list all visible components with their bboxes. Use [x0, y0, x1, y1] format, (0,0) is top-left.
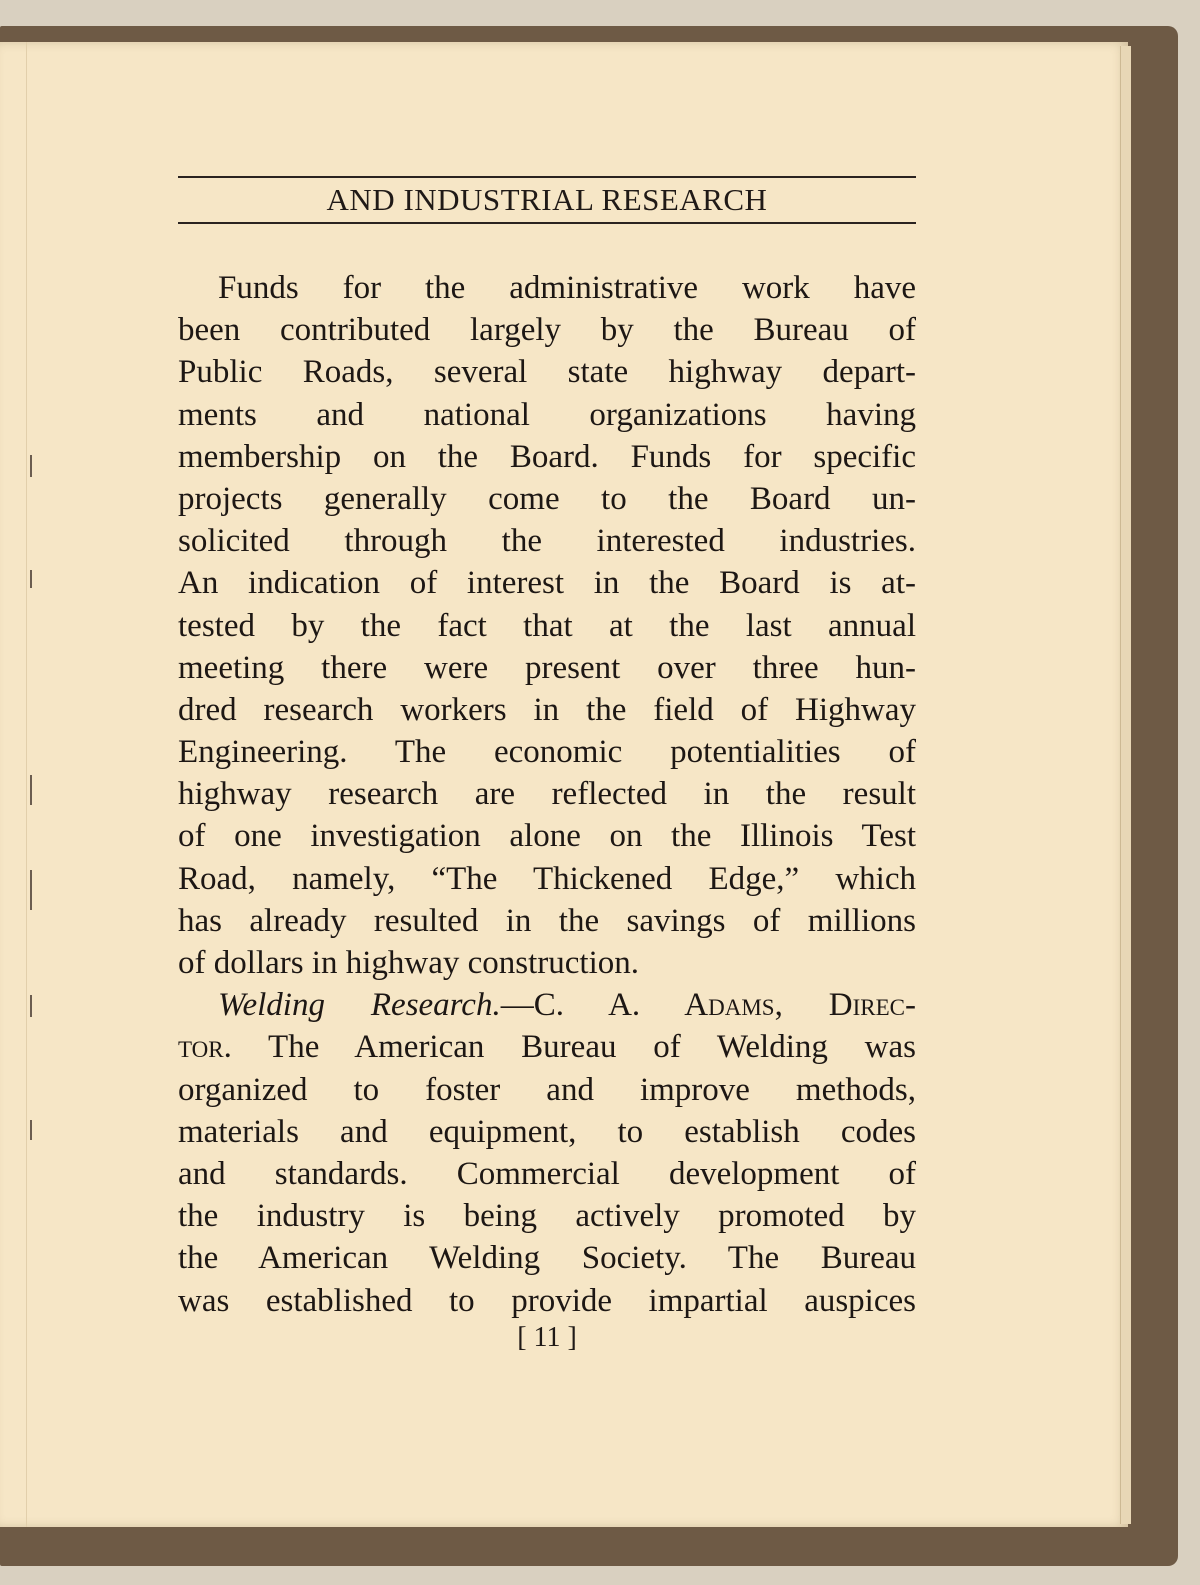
text-line: the American Welding Society. The Bureau: [178, 1240, 916, 1277]
text-line: An indication of interest in the Board is at-: [178, 565, 916, 602]
text-line: of one investigation alone on the Illinois Test: [178, 818, 916, 855]
text-line: was established to provide impartial auspices: [178, 1282, 916, 1319]
margin-mark: [30, 775, 32, 805]
text-line: Funds for the administrative work have: [218, 270, 916, 306]
text-line: meeting there were present over three hun-: [178, 649, 916, 686]
section-heading: Welding Research.: [218, 987, 501, 1024]
margin-mark: [30, 870, 32, 910]
text-line: [178, 1026, 916, 1068]
text-line: and standards. Commercial development of: [178, 1155, 916, 1192]
text-line: organized to foster and improve methods,: [178, 1071, 916, 1108]
text-line: Engineering. The economic potentialities of: [178, 734, 916, 771]
text-line: Public Roads, several state highway depart-: [178, 354, 916, 391]
heading-dash: —: [500, 987, 534, 1024]
text-line: the industry is being actively promoted by: [178, 1198, 916, 1235]
margin-mark: [30, 995, 32, 1017]
gutter-fold: [26, 42, 27, 1527]
margin-mark: [30, 570, 32, 588]
running-head: AND INDUSTRIAL RESEARCH: [326, 182, 768, 217]
page-edge: [1120, 46, 1131, 1524]
body-text: [178, 267, 916, 1322]
director-name: C. A. Adams, Direc-: [533, 987, 916, 1024]
text-line: of dollars in highway construction.: [178, 945, 640, 981]
header-rule-bottom: [178, 222, 916, 224]
text-line: materials and equipment, to establish codes: [178, 1113, 916, 1150]
text-fragment: The American Bureau of Welding was: [268, 1029, 916, 1066]
text-line: Road, namely, “The Thickened Edge,” which: [178, 860, 916, 897]
director-title-cont: tor.: [178, 1029, 232, 1066]
text-line: has already resulted in the savings of millions: [178, 902, 916, 939]
section-heading-line: [178, 984, 916, 1026]
text-line: dred research workers in the field of Highway: [178, 691, 916, 728]
text-line: highway research are reflected in the result: [178, 776, 916, 813]
text-line: solicited through the interested industries.: [178, 523, 916, 560]
margin-mark: [30, 1120, 32, 1140]
text-line: membership on the Board. Funds for specific: [178, 438, 916, 475]
text-line: ments and national organizations having: [178, 396, 916, 433]
header-rule-top: [178, 176, 916, 178]
page-number: [ 11 ]: [517, 1322, 577, 1353]
text-line: projects generally come to the Board un-: [178, 480, 916, 517]
text-line: tested by the fact that at the last annual: [178, 607, 916, 644]
margin-mark: [30, 455, 32, 477]
text-line: been contributed largely by the Bureau of: [178, 312, 916, 349]
